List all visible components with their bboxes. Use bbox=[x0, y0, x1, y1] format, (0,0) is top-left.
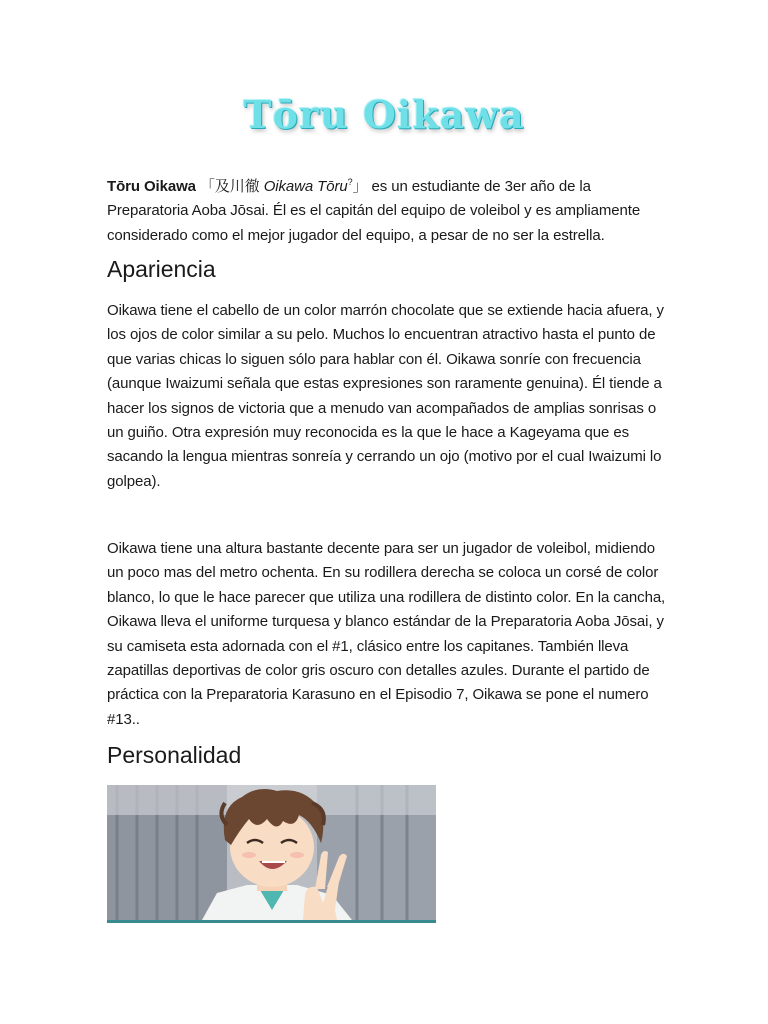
intro-close-bracket: 」 bbox=[352, 178, 368, 195]
character-illustration bbox=[107, 785, 436, 920]
appearance-paragraph-1: Oikawa tiene el cabello de un color marrón chocolate que se extiende hacia afuera, y los ojos de color similar a su pelo. Muchos lo encuentran atractivo hasta el punto de que varias chicas lo siguen sólo para hablar con él. Oikawa sonríe con frecuencia (aunque Iwaizumi señala que estas expresiones son raramente genuina). Él tiende a hacer los signos de victoria que a menudo van acompañados de amplias sonrisas o un guiño. Otra expresión muy reconocida es la que le hace a Kageyama que es sacando la lengua mientras sonreía y cerrando un ojo (motivo por el cual Iwaizumi lo golpea). bbox=[107, 302, 664, 490]
heading-apariencia: Apariencia bbox=[107, 256, 216, 282]
intro-paragraph bbox=[107, 170, 667, 248]
character-image bbox=[107, 785, 436, 923]
intro-text: es un estudiante de 3er año de la Preparatoria Aoba Jōsai. Él es el capitán del equipo de voleibol y es ampliamente considerado como el mejor jugador del equipo, a pesar de no ser la estrella. bbox=[107, 178, 641, 244]
appearance-paragraph-2: Oikawa tiene una altura bastante decente para ser un jugador de voleibol, midiendo un poco mas del metro ochenta. En su rodillera derecha se coloca un corsé de color blanco, lo que le hace parecer que utiliza una rodillera de distinto color. En la cancha, Oikawa lleva el uniforme turquesa y blanco estándar de la Preparatoria Aoba Jōsai, y su camiseta esta adornada con el #1, clásico entre los capitanes. También lleva zapatillas deportivas de color gris oscuro con detalles azules. Durante el partido de práctica con la Preparatoria Karasuno en el Episodio 7, Oikawa se pone el numero #13.. bbox=[107, 540, 666, 728]
intro-open-bracket: 「及川徹 bbox=[195, 178, 264, 195]
intro-name: Tōru Oikawa bbox=[107, 178, 196, 195]
heading-personalidad: Personalidad bbox=[107, 742, 242, 768]
intro-superscript: ? bbox=[347, 177, 353, 187]
page-title: Tōru Oikawa bbox=[243, 92, 525, 137]
intro-name-jp: Oikawa Tōru bbox=[263, 178, 348, 195]
